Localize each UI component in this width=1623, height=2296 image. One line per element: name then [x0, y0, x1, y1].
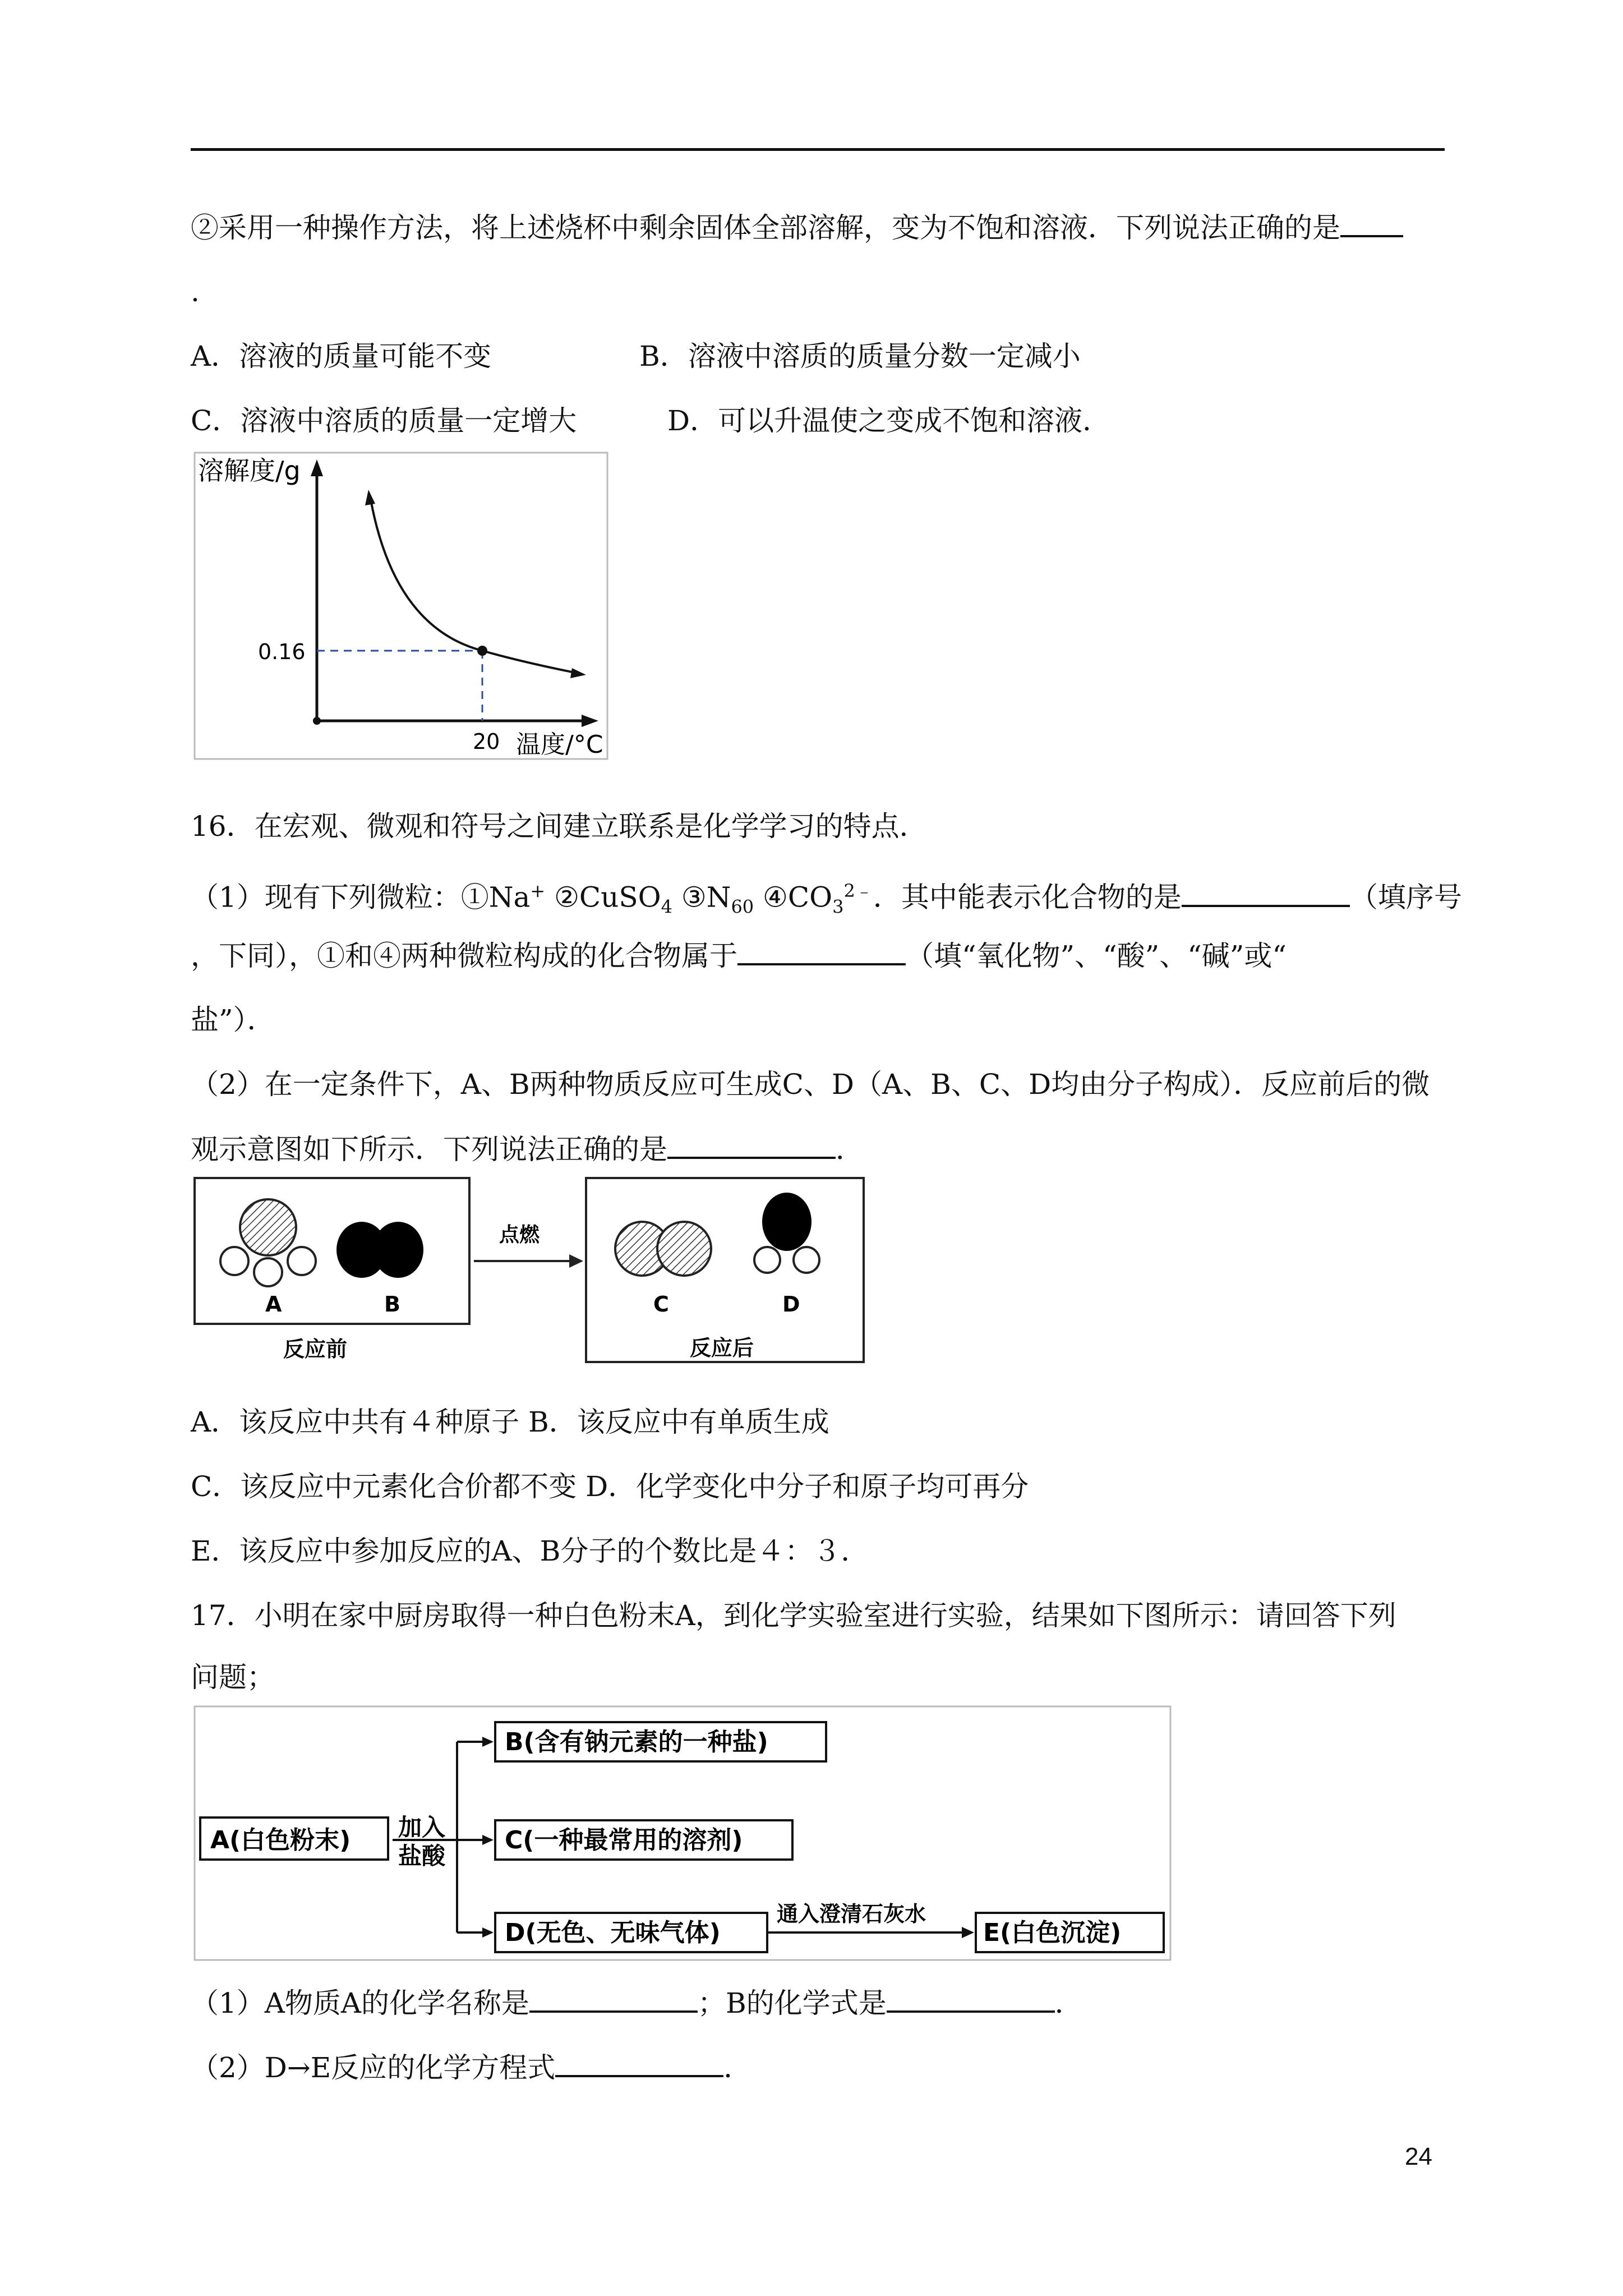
atom-small-white [220, 1247, 248, 1275]
y-axis-label: 溶解度/g [198, 455, 301, 486]
solubility-graph [193, 452, 608, 760]
answer-blank[interactable] [1340, 210, 1403, 237]
arrow-head-e [962, 1927, 974, 1938]
reaction-arrow-head [569, 1254, 583, 1268]
q16-stem: 16．在宏观、微观和符号之间建立联系是化学学习的特点． [191, 810, 928, 843]
answer-blank[interactable] [529, 1986, 698, 2013]
node-c-label: C(一种最常用的溶剂) [505, 1826, 743, 1855]
node-e-label: E(白色沉淀) [983, 1918, 1122, 1947]
q16-option-ab: A．该反应中共有４种原子 B．该反应中有单质生成 [191, 1406, 829, 1438]
answer-blank[interactable] [1182, 880, 1350, 907]
curve-arrow-top [365, 490, 375, 505]
q15-option-c: C．溶液中溶质的质量一定增大 [191, 404, 577, 437]
atom-black [762, 1193, 811, 1251]
reagent-line2: 盐酸 [398, 1842, 446, 1870]
q17-stem-line1: 17．小明在家中厨房取得一种白色粉末A，到化学实验室进行实验，结果如下图所示：请回答下列 [191, 1599, 1396, 1632]
atom-small-white [288, 1247, 316, 1275]
label-b: B [384, 1292, 400, 1317]
node-b-label: B(含有钠元素的一种盐) [505, 1728, 768, 1756]
arrow-head-c [482, 1835, 494, 1845]
q15-option-b: B．溶液中溶质的质量分数一定减小 [639, 340, 1081, 372]
q15-option-a: A．溶液的质量可能不变 [191, 340, 492, 372]
solubility-curve [370, 496, 578, 673]
q17-stem-line2: 问题； [191, 1661, 275, 1694]
arrow-head-d [482, 1927, 494, 1938]
atom-small-white [794, 1247, 819, 1273]
graph-border [195, 453, 607, 759]
q16-option-e: E．该反应中参加反应的A、B分子的个数比是４：３． [191, 1535, 869, 1567]
q16-part1-line3: 盐”）． [191, 1004, 275, 1036]
atom-small-white [754, 1247, 780, 1273]
answer-blank[interactable] [555, 2050, 723, 2077]
answer-blank[interactable] [667, 1132, 836, 1159]
y-axis-arrow [311, 459, 323, 476]
q16-part2-line1: （2）在一定条件下，A、B两种物质反应可生成C、D（A、B、C、D均由分子构成）．反应前后的微 [191, 1068, 1430, 1101]
flow-diagram [193, 1705, 1172, 1963]
label-c: C [653, 1292, 669, 1317]
data-point [477, 646, 487, 656]
node-a-label: A(白色粉末) [210, 1826, 351, 1855]
arrow-label: 点燃 [499, 1223, 540, 1246]
atom-hatched [240, 1199, 296, 1255]
atom-small-white [254, 1258, 282, 1286]
atom-hatched [657, 1222, 711, 1276]
q16-option-cd: C．该反应中元素化合价都不变 D．化学变化中分子和原子均可再分 [191, 1470, 1029, 1503]
node-d-label: D(无色、无味气体) [505, 1918, 721, 1947]
q17-part1: （1）A物质A的化学名称是 ；B的化学式是 ． [191, 1987, 1083, 2019]
answer-blank[interactable] [887, 1986, 1055, 2013]
origin-dot [313, 717, 321, 725]
q16-part1-line1: （1）现有下列微粒：①Na+ ②CuSO$_4$ $③N_{60}$ $④CO_3^{2﹣}$．其中能表示化合物的是 （填序号 [191, 880, 1462, 918]
header-rule [191, 148, 1445, 151]
arrow-d-e-label: 通入澄清石灰水 [777, 1902, 926, 1926]
reaction-diagram [193, 1177, 866, 1365]
x-axis-arrow [582, 715, 598, 727]
q17-part2: （2）D→E反应的化学方程式 ． [191, 2051, 752, 2084]
q16-part1-line2: ，下同），①和④两种微粒构成的化合物属于 （填“氧化物”、“酸”、“碱”或“ [191, 940, 1287, 972]
before-caption: 反应前 [283, 1337, 348, 1361]
y-value-label: 0.16 [258, 639, 306, 664]
x-value-label: 20 [473, 729, 500, 754]
x-axis-label: 温度/°C [516, 730, 603, 759]
reagent-line1: 加入 [398, 1814, 446, 1841]
answer-blank[interactable] [737, 938, 906, 965]
label-d: D [782, 1292, 800, 1317]
label-a: A [265, 1292, 282, 1317]
q15-part2-stem: ②采用一种操作方法，将上述烧杯中剩余固体全部溶解，变为不饱和溶液．下列说法正确的是 [191, 210, 1403, 245]
arrow-head-b [482, 1737, 494, 1747]
q15-part2-end: . [191, 275, 200, 308]
after-caption: 反应后 [690, 1336, 754, 1360]
page-number: 24 [1405, 2143, 1432, 2170]
q16-part2-line2: 观示意图如下所示．下列说法正确的是 ． [191, 1133, 864, 1166]
q15-option-d: D．可以升温使之变成不饱和溶液． [667, 404, 1111, 437]
atom-black [373, 1222, 423, 1278]
curve-arrow-right [570, 668, 586, 678]
